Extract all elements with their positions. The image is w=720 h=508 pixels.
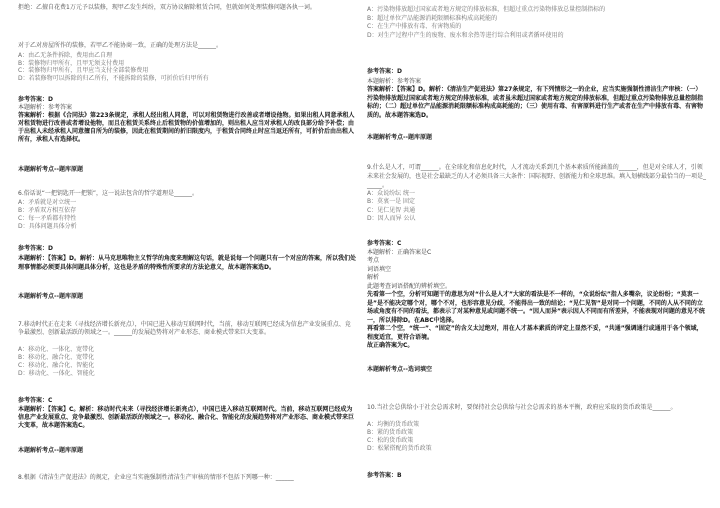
option-c: C：每一矛盾都有特性 — [18, 215, 77, 222]
question-7-stem: 7.移动时代正在走来（寻找经济增长新亮点），中国已进入移动互联网时代，当前，移动互联网已经成为信息产业发展重点、竞争最激烈、创新最活跃的领域之一。______的发展趋势将对产业形态、商业模式带来巨大变革。 — [18, 321, 351, 336]
question-8-analysis-label-block — [367, 78, 706, 86]
analysis-intro: 此题考查词语搭配的辨析填空。 — [367, 282, 452, 290]
question-8-stem-block — [18, 474, 356, 482]
reference-answer: 参考答案：C — [367, 240, 402, 247]
option-c: C：装修物归甲所有，且甲应当支付全部装修费用 — [18, 67, 149, 75]
option-b: B：紧的货币政策 — [367, 429, 414, 436]
question-9-stem-block — [367, 163, 706, 190]
option-a: A：众说纷纭 统一 — [367, 190, 416, 197]
reference-answer: 参考答案：B — [367, 472, 402, 479]
question-5-options — [18, 52, 356, 83]
reference-answer: 参考答案：D — [18, 245, 53, 252]
option-b: B：移动化、融合化、宽带化 — [18, 354, 95, 361]
question-10-answer-block — [367, 472, 706, 480]
option-d: D：若装修物可以拆除的归乙所有，不能拆除的装修，可折价后归甲所有 — [18, 75, 209, 83]
question-5-stem: 对于乙对房屋所作的装修，若甲乙不能协商一致，正确的处理方法是______。 — [18, 42, 223, 49]
option-a: A：矛盾就是对立统一 — [18, 199, 77, 206]
left-column — [18, 0, 356, 508]
option-a: A：移动化、一体化、宽带化 — [18, 346, 95, 353]
question-10-stem-block — [367, 403, 706, 412]
option-a: A：均衡的货币政策 — [367, 421, 420, 428]
analysis-label: 本题解析：参考答案 — [367, 78, 422, 85]
question-8-answer-block — [367, 68, 706, 76]
question-7-explanation-block — [18, 406, 356, 430]
option-d: D：对生产过程中产生的废物、废水和余热等进行综合利用或者循环使用的 — [367, 31, 564, 39]
question-source: 本题解析考点--题库原题 — [18, 166, 83, 173]
reference-answer: 参考答案：D — [367, 68, 402, 75]
question-6-source-block — [18, 293, 356, 301]
question-9-options — [367, 190, 706, 224]
question-7-answer-block — [18, 397, 356, 405]
question-10-stem: 10.当社会总供给小于社会总需求时，要保持社会总供给与社会总需求的基本平衡，政府应采取的货币政策是______。 — [367, 404, 677, 411]
topic-label: 考点 — [367, 257, 380, 264]
option-c: C：松的货币政策 — [367, 437, 414, 444]
question-8-stem: 8.根据《清洁生产促进法》的规定，企业应当实施强制性清洁生产审核的情形不包括下列哪一种：______ — [18, 474, 294, 481]
answer-explanation: 本题解析：【答案】D。解析：从马克思唯物主义哲学的角度来理解这句话，就是说每一个问题只有一个对应的答案，所以我们处理事情都必须要具体问题具体分析，这也是矛盾的特殊性所要求的方法论意义，故本题答案选D。 — [18, 255, 356, 271]
question-5-stem-block — [18, 42, 356, 50]
answer-explanation: 本题解析：【答案】C。解析：移动时代未来（寻找经济增长新亮点），中国已进入移动互联网时代。当前，移动互联网已经成为信息产业发展重点、竞争最激烈、创新最活跃的领域之一。移动化、融合化、智能化的发展趋势将对产业形态、商业模式带来巨大变革，故本题答案选C。 — [18, 406, 355, 429]
question-7-options — [18, 346, 356, 378]
option-b: B：超过单位产品能源消耗限额标准构成高耗能的 — [367, 14, 498, 22]
option-d: D：因人而异 公认 — [367, 215, 416, 223]
option-a: A：污染物排放超过国家或者地方规定的排放标准，但超过重点污染物排放总量控制指标的 — [367, 6, 606, 13]
question-9-source-block — [367, 366, 706, 374]
question-8-source-block — [367, 134, 706, 142]
question-5-source-block — [18, 166, 356, 174]
question-6-stem: 6.俗话说“一把钥匙开一把锁”，这一说法包含的哲学道理是______。 — [18, 190, 198, 197]
question-5-analysis — [18, 96, 356, 144]
reference-answer: 参考答案：D — [18, 96, 53, 103]
analysis-label: 本题解析：参考答案 — [18, 104, 73, 111]
option-b: B：装修物归甲所有，且甲无须支付费用 — [18, 59, 125, 67]
question-source: 本题解析考点--题库原题 — [18, 293, 83, 300]
question-6-options — [18, 199, 356, 231]
option-c: C：移动化、融合化、智能化 — [18, 362, 95, 369]
question-10-options — [367, 421, 706, 453]
option-d: D：具体问题具体分析 — [18, 223, 77, 230]
question-7-source-block — [18, 447, 356, 455]
question-source: 本题解析考点--题库原题 — [18, 447, 83, 454]
answer-explanation: 答案解析：【答案】D。解析：《清洁生产促进法》第27条规定，有下列情形之一的企业，应当实施强制性清洁生产审核：（一）污染物排放超过国家或者地方规定的排放标准，或者虽未超过国家或者地方规定的排放标准，但超过重点污染物排放总量控制指标的；（二）超过单位产品能源消耗限额标准构成高耗能的；（三）使用有毒、有害原料进行生产或者在生产中排放有毒、有害物质的。故本题答案选D。 — [367, 86, 704, 119]
question-6-stem-block — [18, 190, 356, 198]
option-c: C：在生产中排放有毒、有害物质的 — [367, 23, 462, 30]
question-8-options — [367, 6, 706, 40]
right-column — [367, 0, 706, 508]
analysis-conclusion: 故正确答案为C。 — [367, 342, 414, 349]
option-b: B：矛盾双方相互依存 — [18, 207, 77, 214]
question-9-stem: 9.什么是人才，可谓______。在全球化和信息化时代，人才流动关系到几个基本素质所能涵盖的______，但是对全球人才，引领未来社会发展的，也是社会最缺乏的人才必须具备三大条件：国际视野、创新能力和全球思维。填入划横线部分最恰当的一项是______。 — [367, 164, 707, 189]
analysis-label: 本题解析：正确答案是C — [367, 248, 432, 256]
option-d: D：移动化、一体化、智能化 — [18, 370, 95, 377]
question-source: 本题解析考点--选词填空 — [367, 366, 432, 373]
question-5-stem-continued-block — [18, 4, 356, 12]
question-7-stem-block — [18, 321, 356, 337]
option-c: C：见仁见智 共通 — [367, 206, 416, 214]
option-d: D：松紧搭配的货币政策 — [367, 445, 432, 452]
question-5-stem-continued: 拒绝：乙擅自花费1万元予以装修，现甲乙发生纠纷，双方协议解除租赁合同，但就如何处理装修问题各执一词。 — [18, 4, 316, 11]
question-6-explanation-block — [18, 254, 356, 272]
reference-answer: 参考答案：C — [18, 397, 53, 404]
option-a: A：由乙无条件拆除，费用由乙自理 — [18, 52, 113, 59]
analysis-paragraph-2: 再看第二个空，“统一”、“固定”的含义太过绝对，用在人才基本素质的评定上显然不妥，“共通”强调通行或通用于各个领域，程度适宜，更符合语境。 — [367, 325, 703, 341]
option-b: B：莫衷一是 固定 — [367, 198, 416, 206]
question-8-explanation-block — [367, 86, 706, 120]
analysis-heading: 解析 — [367, 274, 380, 281]
question-6-answer-block — [18, 245, 356, 253]
topic-value: 词语填空 — [367, 265, 392, 273]
answer-explanation: 答案解析：根据《合同法》第223条规定，承租人经出租人同意，可以对租赁物进行改善或者增设他物。如果出租人同意承租人对租赁物进行改善或者增设他物，而且在租赁关系终止后租赁物的价值增加的，则出租人应当对承租人的改良部分给予补偿；由于出租人未经承租人同意擅自所为的装修，因此在租赁期间的折旧限度内，于租赁合同终止时应当返还所有，可折价后由出租人所有，承租人有选择权。 — [18, 112, 355, 143]
analysis-paragraph-1: 先看第一个空，分析可知题干的意思为对“什么是人才”大家的看法是不一样的，“众说纷纭”指人多嘴杂，议论纷纷；“莫衷一是”是不能决定哪个对，哪个不对，也形容意见分歧，不能得出一致的结论；“见仁见智”是对同一个问题，不同的人从不同的立场或角度有不同的看法，都表示了对某种意见或问题不统一。“因人而异”表示因人不同而有所差异，不能表现对问题的意见不统一，所以排除D。在ABC中选择。 — [367, 291, 705, 324]
question-9-analysis — [367, 240, 706, 351]
question-source: 本题解析考点--题库原题 — [367, 134, 432, 141]
